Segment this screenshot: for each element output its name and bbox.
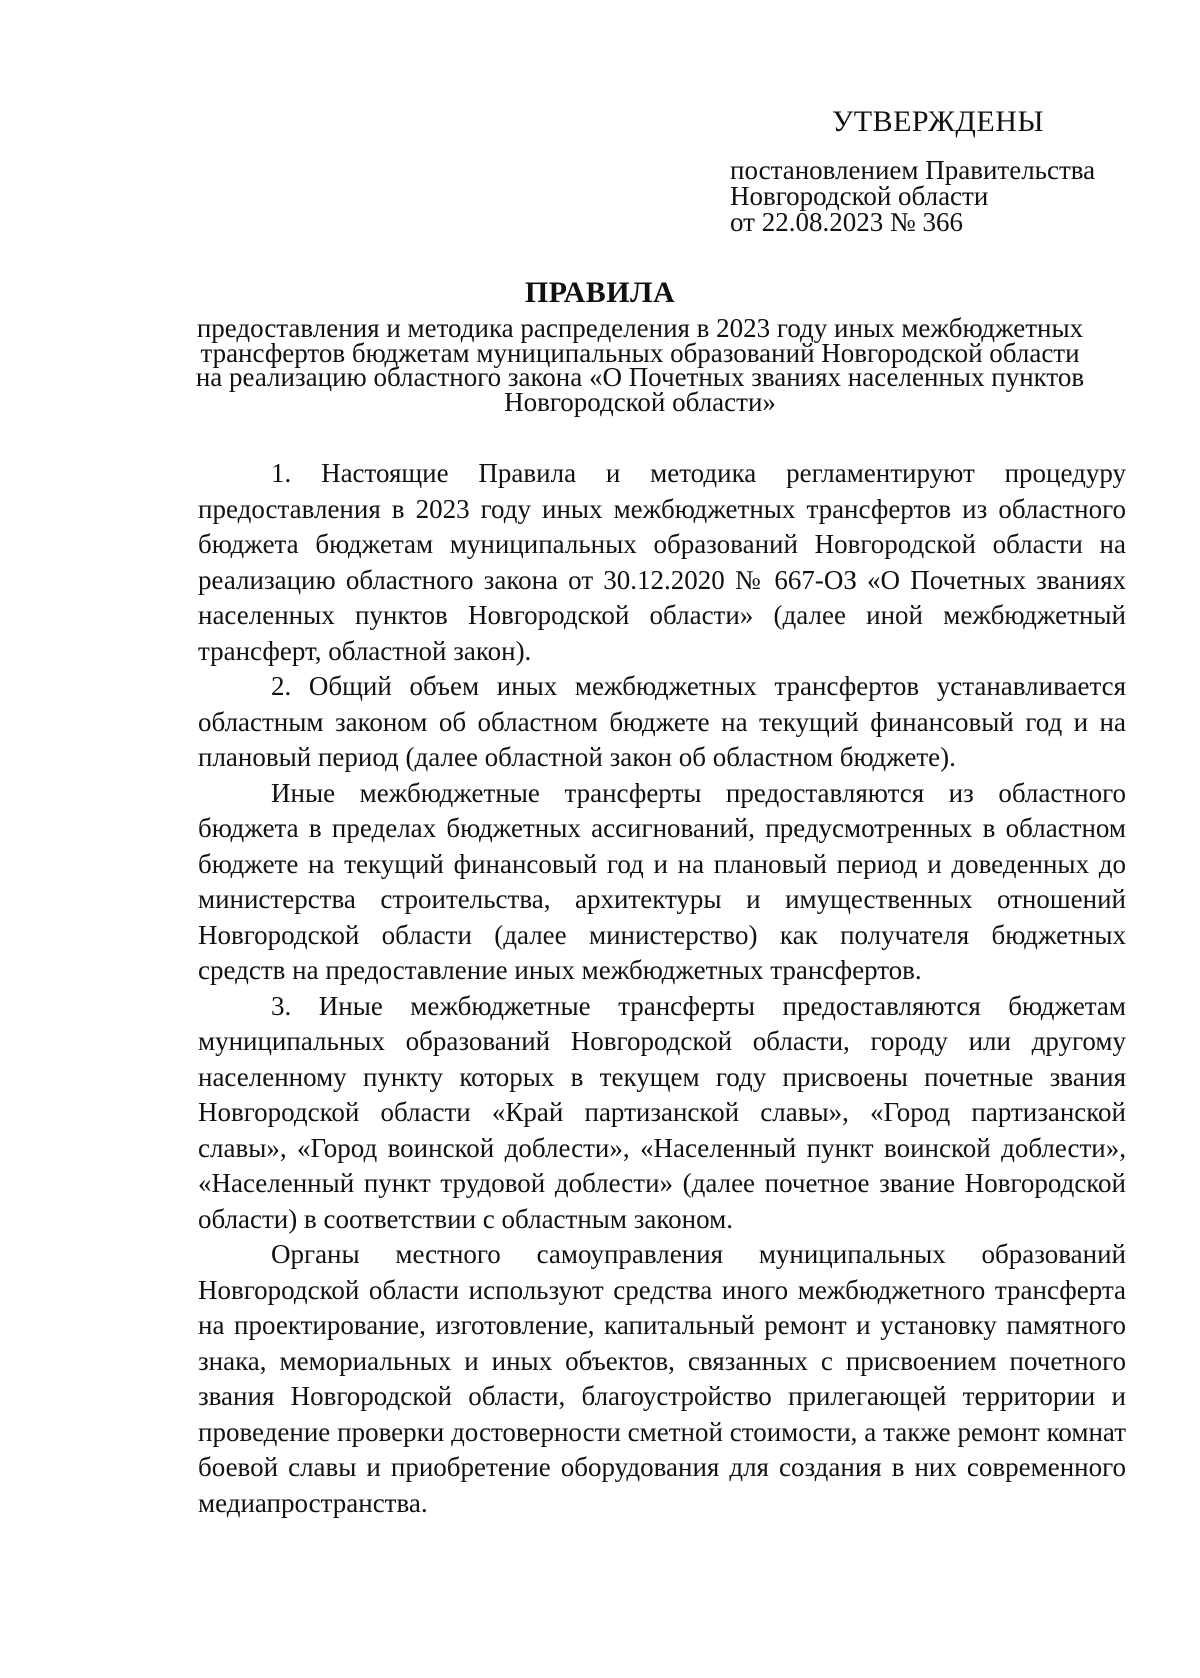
approval-heading: УТВЕРЖДЕНЫ (832, 105, 1045, 138)
approval-line-2: Новгородской области (730, 181, 989, 211)
paragraph-5: Органы местного самоуправления муниципальных образований Новгородской области используют средства иного межбюджетного трансферта на проектирование, изготовление, капитальный ремонт и установку памятного знака, мемориальных и иных объектов, связанных с присвоением почетного звания Новгородской области, благоустройство прилегающей территории и проведение проверки достоверности сметной стоимости, а также ремонт комнат боевой славы и приобретение оборудования для создания в них современного медиапространства. (198, 1239, 1126, 1518)
document-title: ПРАВИЛА (524, 276, 676, 309)
approval-line-1: постановлением Правительства (730, 155, 1096, 185)
paragraph-2: 2. Общий объем иных межбюджетных трансфертов устанавливается областным законом об областном бюджете на текущий финансовый год и на плановый период (далее областной закон об областном бюджете). (198, 671, 1126, 772)
paragraph-4: 3. Иные межбюджетные трансферты предоставляются бюджетам муниципальных образований Новгородской области, городу или другому населенному пункту которых в текущем году присвоены почетные звания Новгородской области «Край партизанской славы», «Город партизанской славы», «Город воинской доблести», «Населенный пункт воинской доблести», «Населенный пункт трудовой доблести» (далее почетное звание Новгородской области) в соответствии с областным законом. (198, 990, 1126, 1234)
paragraph-3: Иные межбюджетные трансферты предоставляются из областного бюджета в пределах бюджетных ассигнований, предусмотренных в областном бюджете на текущий финансовый год и на плановый период и доведенных до министерства строительства, архитектуры и имущественных отношений Новгородской области (далее министерство) как получателя бюджетных средств на предоставление иных межбюджетных трансфертов. (198, 777, 1126, 985)
approval-block (730, 104, 1150, 235)
subtitle-line-1: предоставления и методика распределения в 2023 году иных межбюджетных (196, 313, 1084, 343)
document-body (198, 456, 1126, 1521)
subtitle-line-3: на реализацию областного закона «О Почетных званиях населенных пунктов (195, 362, 1085, 392)
subtitle-line-4: Новгородской области» (504, 386, 776, 417)
approval-line-3: от 22.08.2023 № 366 (730, 207, 963, 237)
document-subtitle (190, 313, 1090, 417)
paragraph-1: 1. Настоящие Правила и методика регламентируют процедуру предоставления в 2023 году иных межбюджетных трансфертов из областного бюджета бюджетам муниципальных образований Новгородской области на реализацию областного закона от 30.12.2020 № 667-ОЗ «О Почетных званиях населенных пунктов Новгородской области» (далее иной межбюджетный трансферт, областной закон). (198, 458, 1126, 666)
subtitle-line-2: трансфертов бюджетам муниципальных образований Новгородской области (200, 337, 1080, 368)
